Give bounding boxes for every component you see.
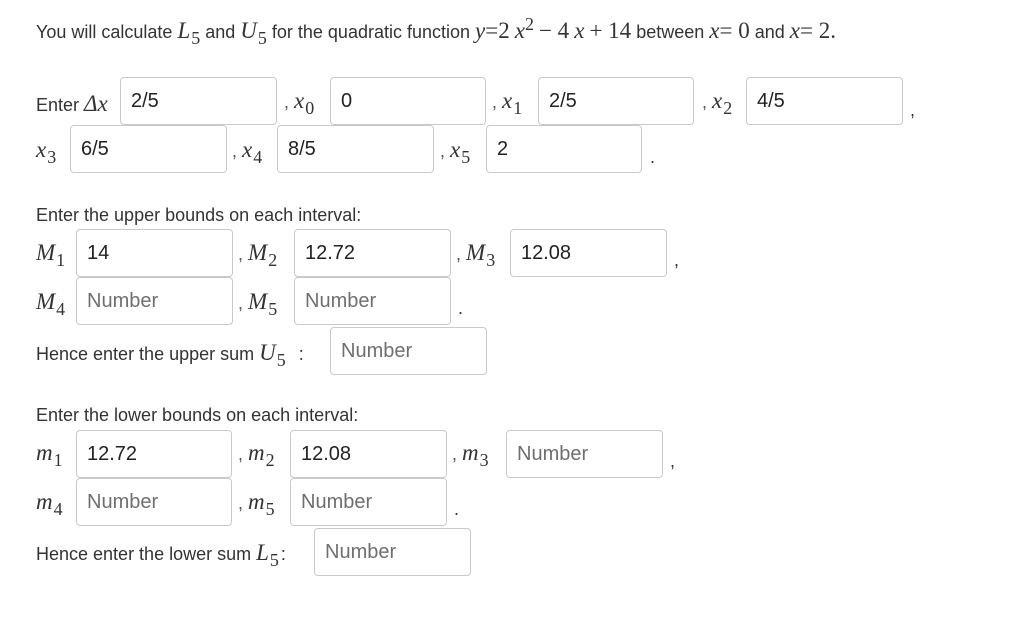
lower-sum-colon: :	[280, 544, 286, 564]
bound-x-upper: x	[789, 18, 801, 43]
intro-line	[36, 13, 836, 48]
M4-label: $M_4$	[36, 289, 66, 319]
m1-field[interactable]	[76, 430, 232, 478]
m3-input[interactable]	[507, 431, 662, 477]
intro-prefix: You will calculate	[36, 22, 173, 42]
upper-bounds-heading: Enter the upper bounds on each interval:	[36, 205, 362, 225]
lower-sum-label: Hence enter the lower sum	[36, 544, 252, 564]
M3-label: , $M_3$	[456, 240, 496, 270]
upper-sum-label-group	[36, 340, 304, 370]
intro-and: and	[205, 22, 236, 42]
m2-label: , $m_2$	[238, 440, 275, 470]
m1-input[interactable]	[77, 431, 231, 477]
lower-row1-end-comma: ,	[670, 451, 676, 471]
m5-input[interactable]	[291, 479, 446, 525]
lower-sum-input[interactable]	[315, 529, 470, 575]
m4-input[interactable]	[77, 479, 231, 525]
delta-x-symbol: Δx	[84, 91, 108, 116]
upper-sum-input[interactable]	[331, 328, 486, 374]
x2-label: , $x_2$	[702, 88, 733, 118]
x5-field[interactable]	[486, 125, 642, 173]
lower-sum-field[interactable]	[314, 528, 471, 576]
m2-field[interactable]	[290, 430, 447, 478]
upper-sum-symbol: $U_5$	[259, 340, 286, 370]
function-x: x	[574, 18, 585, 43]
x2-input[interactable]	[747, 78, 902, 124]
lower-sum-symbol: $L_5$	[256, 540, 279, 570]
upper-sum-field[interactable]	[330, 327, 487, 375]
x5-input[interactable]	[487, 126, 641, 172]
function-eq-part1: =2	[485, 18, 510, 43]
intro-u5-symbol: $U_5$	[240, 18, 267, 48]
M3-input[interactable]	[511, 230, 666, 276]
x0-field[interactable]	[330, 77, 486, 125]
function-eq-part3: + 14	[589, 18, 632, 43]
upper-sum-label: Hence enter the upper sum	[36, 344, 255, 364]
intro-for-text: for the quadratic function	[271, 22, 471, 42]
bound-two: = 2.	[800, 18, 836, 43]
lower-bounds-heading: Enter the lower bounds on each interval:	[36, 405, 359, 425]
intro-and-2: and	[754, 22, 785, 42]
M3-field[interactable]	[510, 229, 667, 277]
x0-label: , $x_0$	[284, 88, 315, 118]
x4-field[interactable]	[277, 125, 434, 173]
lower-row2-end-period: .	[454, 499, 460, 519]
M5-field[interactable]	[294, 277, 451, 325]
M4-field[interactable]	[76, 277, 233, 325]
row1-end-comma: ,	[910, 100, 916, 120]
m5-label: , $m_5$	[238, 489, 275, 519]
bound-x-lower: x	[709, 18, 720, 43]
x4-input[interactable]	[278, 126, 433, 172]
upper-row2-end-period: .	[458, 298, 464, 318]
enter-label-group	[36, 91, 108, 117]
upper-sum-colon: :	[298, 344, 304, 364]
m5-field[interactable]	[290, 478, 447, 526]
upper-row1-end-comma: ,	[674, 250, 680, 270]
m3-label: , $m_3$	[452, 440, 489, 470]
M2-input[interactable]	[295, 230, 450, 276]
lower-sum-label-group	[36, 540, 286, 570]
intro-between: between	[636, 22, 705, 42]
x3-field[interactable]	[70, 125, 227, 173]
M4-input[interactable]	[77, 278, 232, 324]
M1-input[interactable]	[77, 230, 232, 276]
bound-zero: = 0	[719, 18, 750, 43]
m3-field[interactable]	[506, 430, 663, 478]
x0-input[interactable]	[331, 78, 485, 124]
M5-input[interactable]	[295, 278, 450, 324]
x1-input[interactable]	[539, 78, 693, 124]
m4-label: $m_4$	[36, 489, 63, 519]
x3-input[interactable]	[71, 126, 226, 172]
m1-label: $m_1$	[36, 440, 63, 470]
m2-input[interactable]	[291, 431, 446, 477]
M1-label: $M_1$	[36, 240, 66, 270]
x2-field[interactable]	[746, 77, 903, 125]
M2-label: , $M_2$	[238, 240, 278, 270]
function-eq-part2: − 4	[538, 18, 570, 43]
M1-field[interactable]	[76, 229, 233, 277]
enter-label: Enter	[36, 95, 80, 115]
delta-x-field[interactable]	[120, 77, 277, 125]
m4-field[interactable]	[76, 478, 232, 526]
row2-end-period: .	[650, 147, 656, 167]
x1-label: , $x_1$	[492, 88, 523, 118]
delta-x-input[interactable]	[121, 78, 276, 124]
x3-label: $x_3$	[36, 137, 57, 167]
M5-label: , $M_5$	[238, 289, 278, 319]
x5-label: , $x_5$	[440, 137, 471, 167]
x1-field[interactable]	[538, 77, 694, 125]
function-x-squared: $x^2$	[514, 13, 534, 43]
x4-label: , $x_4$	[232, 137, 263, 167]
function-y: y	[475, 18, 486, 43]
M2-field[interactable]	[294, 229, 451, 277]
intro-l5-symbol: $L_5$	[177, 18, 201, 48]
